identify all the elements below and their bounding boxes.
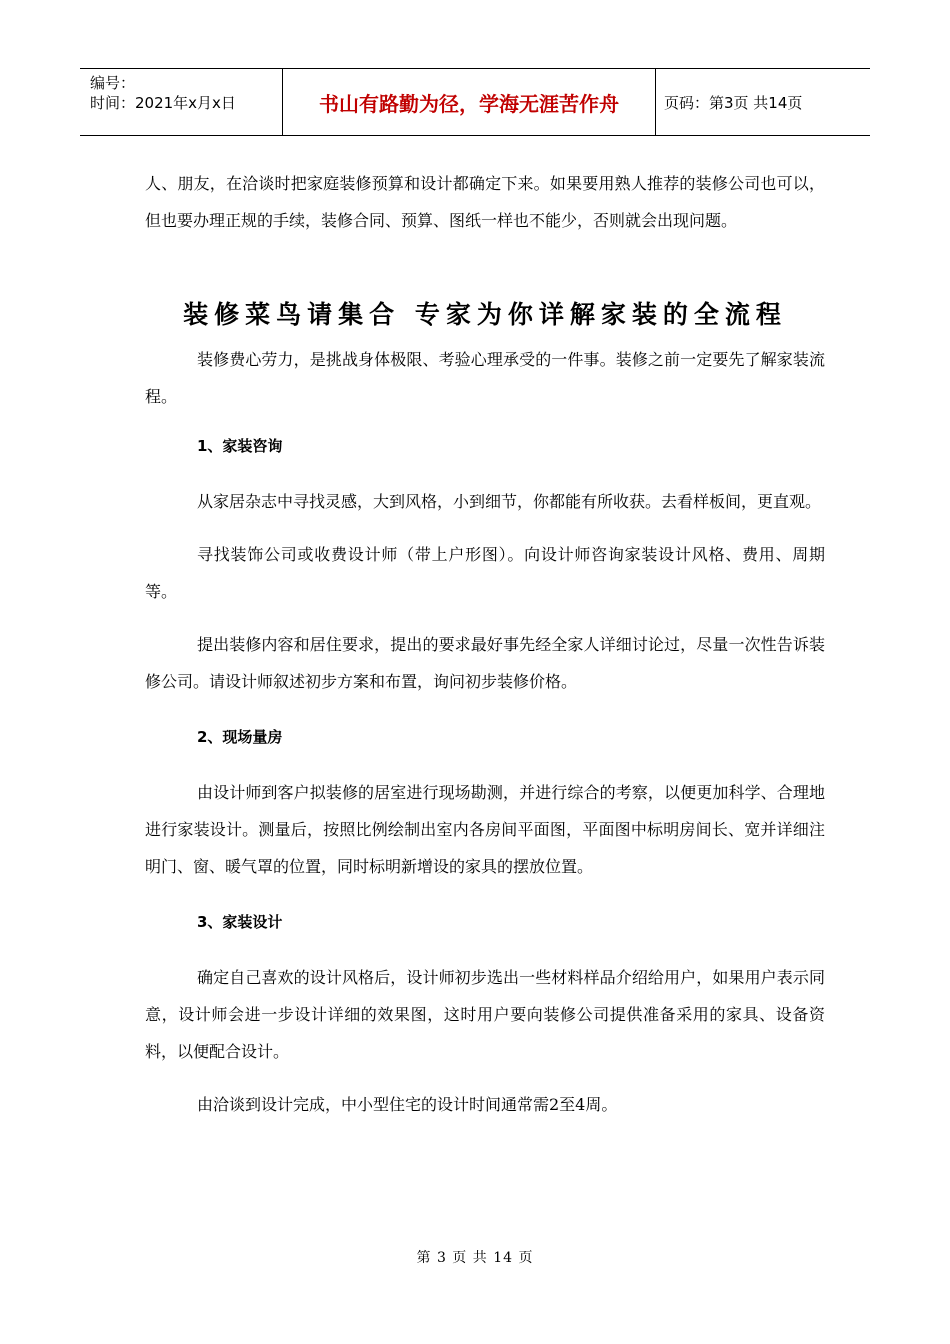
doc-number-label: 编号：	[90, 74, 136, 92]
section-paragraph: 提出装修内容和居住要求，提出的要求最好事先经全家人详细讨论过，尽量一次性告诉装修公司。请设计师叙述初步方案和布置，询问初步装修价格。	[145, 635, 825, 691]
section-paragraph: 从家居杂志中寻找灵感，大到风格，小到细节，你都能有所收获。去看样板间，更直观。	[197, 492, 822, 511]
page-footer: 第 3 页 共 14 页	[416, 1250, 534, 1266]
header-meta	[80, 69, 282, 135]
intro-paragraph: 人、朋友，在洽谈时把家庭装修预算和设计都确定下来。如果要用熟人推荐的装修公司也可以，但也要办理正规的手续，装修合同、预算、图纸一样也不能少，否则就会出现问题。	[145, 174, 825, 230]
header-page-info: 页码：第3页 共14页	[664, 93, 803, 112]
section-heading: 1、家装咨询	[197, 437, 283, 455]
section-paragraph: 由洽谈到设计完成，中小型住宅的设计时间通常需2至4周。	[197, 1095, 618, 1114]
section-paragraph: 由设计师到客户拟装修的居室进行现场勘测，并进行综合的考察，以便更加科学、合理地进行家装设计。测量后，按照比例绘制出室内各房间平面图，平面图中标明房间长、宽并详细注明门、窗、暖气罩的位置，同时标明新增设的家具的摆放位置。	[145, 783, 825, 876]
section-heading: 3、家装设计	[197, 913, 283, 931]
document-body	[145, 165, 825, 1123]
section-paragraph: 寻找装饰公司或收费设计师（带上户形图）。向设计师咨询家装设计风格、费用、周期等。	[145, 545, 825, 601]
section-heading: 2、现场量房	[197, 728, 283, 746]
header-motto: 书山有路勤为径，学海无涯苦作舟	[282, 69, 656, 135]
article-title: 装修菜鸟请集合 专家为你详解家装的全流程	[183, 300, 787, 329]
doc-time-label: 时间：2021年x月x日	[90, 94, 236, 112]
page-header	[80, 68, 870, 136]
section-paragraph: 确定自己喜欢的设计风格后，设计师初步选出一些材料样品介绍给用户，如果用户表示同意，设计师会进一步设计详细的效果图，这时用户要向装修公司提供准备采用的家具、设备资料，以便配合设计。	[145, 968, 825, 1061]
lead-paragraph: 装修费心劳力，是挑战身体极限、考验心理承受的一件事。装修之前一定要先了解家装流程。	[145, 350, 825, 406]
